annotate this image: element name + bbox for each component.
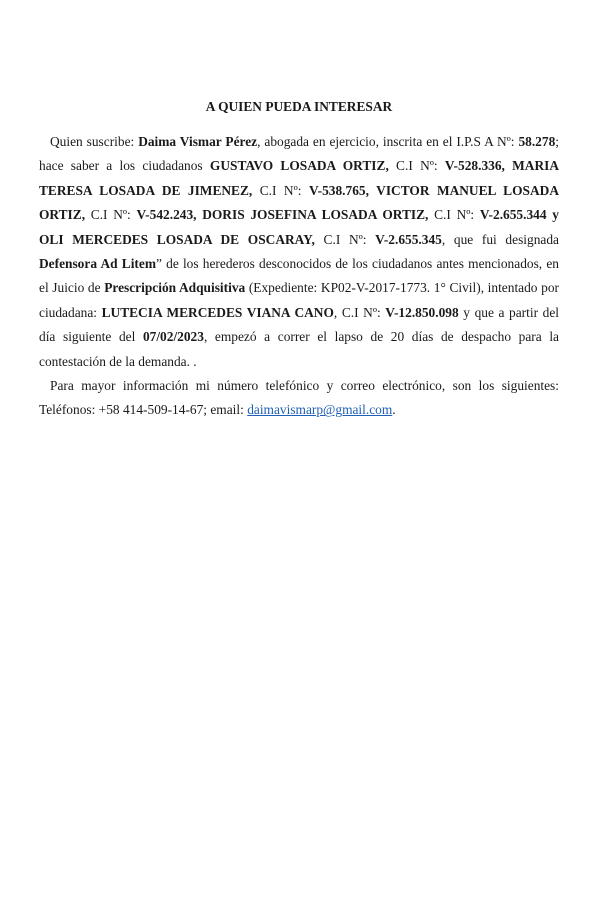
plaintiff-id: V-12.850.098	[385, 304, 459, 320]
text-segment: C.I Nº:	[252, 182, 309, 198]
text-segment: .	[392, 402, 396, 418]
text-segment: C.I Nº:	[314, 231, 376, 247]
email-link[interactable]: daimavismarp@gmail.com	[247, 402, 393, 418]
role-title: Defensora Ad Litem	[39, 256, 156, 272]
citizen-id-and-name: V-2.655.344 y OLI MERCEDES LOSADA DE OSCARAY,	[39, 207, 559, 247]
case-type: Prescripción Adquisitiva	[104, 280, 246, 296]
plaintiff-name: LUTECIA MERCEDES VIANA CANO	[101, 304, 334, 320]
document-title: A QUIEN PUEDA INTERESAR	[205, 99, 393, 114]
text-segment: , empezó a correr el lapso de 20 días de despacho para la contestación de la demanda. .	[39, 329, 559, 369]
text-segment: ” de los herederos desconocidos de los ciudadanos antes mencionados, en el Juicio de	[39, 256, 559, 296]
text-segment: C.I Nº:	[428, 207, 480, 223]
contact-paragraph	[39, 374, 559, 423]
citizen-id-and-name: V-542.243, DORIS JOSEFINA LOSADA ORTIZ,	[136, 207, 429, 223]
text-segment: y que a partir del día siguiente del	[39, 304, 559, 345]
notice-paragraph	[39, 130, 559, 374]
text-segment: , que fui designada	[441, 231, 559, 247]
text-segment: C.I Nº:	[85, 207, 137, 223]
signer-name: Daima Vismar Pérez	[138, 134, 258, 149]
citizen-name: GUSTAVO LOSADA ORTIZ,	[209, 158, 389, 174]
citizen-id-and-name: V-538.765, VICTOR MANUEL LOSADA ORTIZ,	[39, 182, 559, 223]
text-segment: Quien suscribe:	[50, 134, 139, 149]
text-segment: , C.I Nº:	[333, 304, 386, 320]
text-segment: ; hace saber a los ciudadanos	[39, 134, 559, 174]
text-segment: C.I Nº:	[388, 158, 445, 174]
citizen-id-and-name: V-528.336, MARIA TERESA LOSADA DE JIMENEZ,	[39, 158, 560, 198]
ipsa-number: 58.278	[518, 134, 556, 149]
text-segment: (Expediente: KP02-V-2017-1773. 1° Civil), intentado por ciudadana:	[39, 280, 559, 320]
citizen-id: V-2.655.345	[375, 231, 442, 247]
start-date: 07/02/2023	[142, 329, 204, 345]
document-page	[39, 98, 559, 423]
text-segment: Para mayor información mi número telefónico y correo electrónico, son los siguientes: Teléfonos: +58 414-509-14-67; email:	[39, 378, 559, 418]
text-segment: , abogada en ejercicio, inscrita en el I.P.S A Nº:	[257, 134, 519, 149]
